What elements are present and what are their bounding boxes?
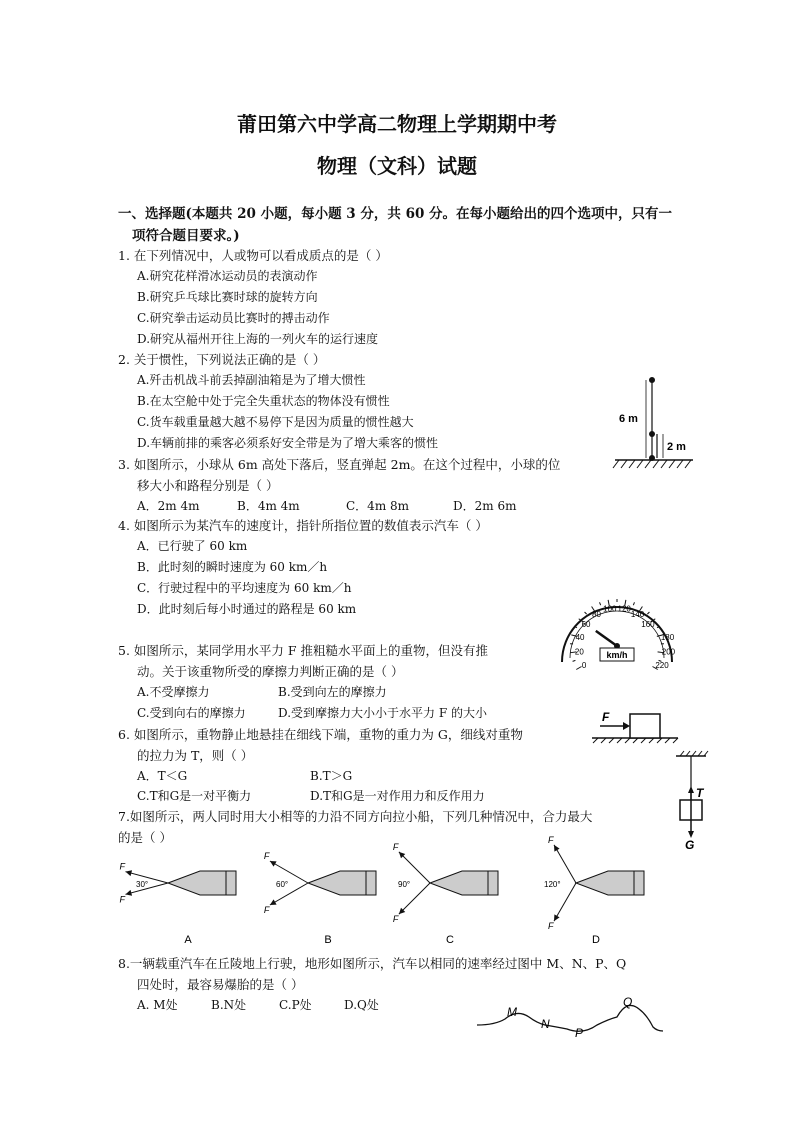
q4-option-a: A．已行驶了 60 km bbox=[137, 539, 248, 553]
panel-label: B bbox=[324, 934, 332, 946]
speedometer-tick bbox=[585, 612, 587, 614]
ball-mid bbox=[649, 431, 655, 437]
question-6-stem: 6. 如图所示，重物静止地悬挂在细线下端，重物的重力为 G，细线对重物 bbox=[118, 727, 523, 742]
page-title: 莆田第六中学高二物理上学期期中考 bbox=[237, 112, 557, 136]
q1-option-a: A.研究花样滑冰运动员的表演动作 bbox=[137, 269, 318, 283]
force-label: F bbox=[392, 841, 399, 852]
q2-option-a: A.歼击机战斗前丢掉副油箱是为了增大惯性 bbox=[137, 373, 366, 387]
page-subtitle: 物理（文科）试题 bbox=[317, 154, 477, 178]
height-2m-label: 2 m bbox=[667, 441, 686, 453]
terrain-label-p: P bbox=[575, 1026, 584, 1040]
section-heading: 一、选择题(本题共 20 小题，每小题 3 分，共 60 分。在每小题给出的四个选项中，只有一 bbox=[118, 206, 673, 222]
height-6m-label: 6 m bbox=[619, 413, 638, 425]
q6-option-c: C.T和G是一对平衡力 bbox=[137, 789, 252, 803]
question-6-stem-cont: 的拉力为 T，则（ ） bbox=[137, 748, 254, 763]
question-7-stem-cont: 的是（ ） bbox=[118, 830, 172, 845]
arrow-head bbox=[125, 870, 132, 876]
q3-option-a: A．2m 4m bbox=[137, 499, 200, 513]
ball-bottom bbox=[649, 455, 655, 461]
speedometer-tick-label: 220 bbox=[655, 661, 669, 670]
q4-option-d: D．此时刻后每小时通过的路程是 60 km bbox=[137, 602, 357, 616]
q2-option-b: B.在太空舱中处于完全失重状态的物体没有惯性 bbox=[137, 394, 390, 408]
question-3-stem-cont: 移大小和路程分别是（ ） bbox=[137, 478, 279, 493]
speedometer-tick-label: 140 bbox=[630, 610, 645, 620]
q5-option-b: B.受到向左的摩擦力 bbox=[278, 685, 387, 699]
speedometer-tick-label: 100 bbox=[603, 604, 617, 614]
q5-option-c: C.受到向右的摩擦力 bbox=[137, 706, 246, 720]
height-bounce-figure bbox=[605, 372, 700, 472]
speedometer-figure bbox=[550, 570, 680, 670]
boat-panel bbox=[393, 842, 498, 946]
speedometer-tick-label: 200 bbox=[661, 647, 676, 657]
heavy-block bbox=[630, 714, 660, 738]
boat-panel bbox=[119, 862, 236, 946]
speedometer-tick bbox=[576, 667, 581, 670]
q1-option-c: C.研究拳击运动员比赛时的搏击动作 bbox=[137, 311, 330, 325]
gravity-g-label: G bbox=[685, 838, 695, 852]
q1-option-b: B.研究乒乓球比赛时球的旋转方向 bbox=[137, 290, 318, 304]
force-label: F bbox=[119, 861, 125, 872]
terrain-label-m: M bbox=[507, 1005, 517, 1019]
speedometer-tick-label: 0 bbox=[581, 661, 587, 670]
speedometer-tick-label: 180 bbox=[660, 633, 675, 643]
q5-option-a: A.不受摩擦力 bbox=[137, 685, 210, 699]
force-label: F bbox=[119, 894, 125, 905]
question-7-stem: 7.如图所示，两人同时用大小相等的力沿不同方向拉小船，下列几种情况中，合力最大 bbox=[118, 809, 593, 824]
speedometer-tick-label: 160 bbox=[641, 619, 655, 629]
boat-panel bbox=[264, 851, 376, 946]
angle-label: 60° bbox=[276, 880, 289, 889]
q5-option-d: D.受到摩擦力大小小于水平力 F 的大小 bbox=[278, 706, 487, 720]
speedometer-tick-label: 60 bbox=[581, 619, 591, 629]
force-f-label: F bbox=[602, 710, 610, 724]
question-8-stem-cont: 四处时，最容易爆胎的是（ ） bbox=[137, 977, 304, 992]
speedometer-tick-label: 20 bbox=[574, 647, 584, 657]
q1-option-d: D.研究从福州开往上海的一列火车的运行速度 bbox=[137, 332, 379, 346]
speedometer-tick bbox=[573, 660, 576, 661]
force-label: F bbox=[548, 834, 554, 845]
q2-option-d: D.车辆前排的乘客必须系好安全带是为了增大乘客的惯性 bbox=[137, 436, 439, 450]
speedometer-tick bbox=[633, 602, 634, 605]
speedometer-tick-label: 80 bbox=[592, 610, 601, 620]
speedometer-unit: km/h bbox=[606, 650, 628, 660]
force-arrow bbox=[399, 852, 430, 883]
force-arrow bbox=[554, 845, 576, 883]
panel-label: A bbox=[184, 934, 192, 946]
boat-panel bbox=[544, 835, 644, 946]
force-label: F bbox=[263, 851, 270, 861]
q3-option-c: C．4m 8m bbox=[346, 499, 410, 513]
question-2-stem: 2. 关于惯性，下列说法正确的是（ ） bbox=[118, 352, 326, 367]
terrain-label-n: N bbox=[541, 1017, 550, 1031]
arrow-head bbox=[125, 890, 132, 896]
q8-option-b: B.N处 bbox=[211, 998, 247, 1012]
speedometer-tick bbox=[600, 602, 601, 605]
q6-option-d: D.T和G是一对作用力和反作用力 bbox=[310, 789, 485, 803]
q3-option-b: B．4m 4m bbox=[237, 499, 300, 513]
q4-option-c: C．行驶过程中的平均速度为 60 km／h bbox=[137, 581, 352, 595]
force-label: F bbox=[548, 921, 554, 932]
speedometer-needle bbox=[596, 631, 617, 646]
question-4-stem: 4. 如图所示为某汽车的速度计，指针所指位置的数值表示汽车（ ） bbox=[118, 518, 488, 533]
speedometer-tick bbox=[647, 612, 649, 614]
q3-option-d: D．2m 6m bbox=[453, 499, 517, 513]
force-label: F bbox=[392, 914, 399, 925]
question-1-stem: 1. 在下列情况中，人或物可以看成质点的是（ ） bbox=[118, 248, 388, 263]
q8-option-c: C.P处 bbox=[279, 998, 312, 1012]
q6-option-b: B.T＞G bbox=[310, 769, 353, 783]
terrain-figure bbox=[475, 995, 665, 1040]
angle-label: 30° bbox=[136, 880, 149, 889]
speedometer-tick-label: 120 bbox=[617, 604, 631, 614]
ball-top bbox=[649, 377, 655, 383]
question-3-stem: 3. 如图所示，小球从 6m 高处下落后，竖直弹起 2m。在这个过程中，小球的位 bbox=[118, 457, 561, 472]
push-block-figure bbox=[590, 700, 680, 744]
q8-option-d: D.Q处 bbox=[344, 998, 379, 1012]
force-label: F bbox=[263, 905, 270, 915]
q2-option-c: C.货车载重量越大越不易停下是因为质量的惯性越大 bbox=[137, 415, 414, 429]
speedometer-tick-label: 40 bbox=[575, 633, 585, 643]
question-8-stem: 8.一辆载重汽车在丘陵地上行驶，地形如图所示，汽车以相同的速率经过图中 M、N、P、Q bbox=[118, 956, 627, 971]
q4-option-b: B．此时刻的瞬时速度为 60 km／h bbox=[137, 560, 328, 574]
tension-t-label: T bbox=[696, 786, 704, 800]
hanging-weight-figure bbox=[672, 750, 712, 850]
panel-label: D bbox=[592, 934, 600, 946]
angle-label: 120° bbox=[544, 880, 561, 889]
terrain-label-q: Q bbox=[623, 995, 633, 1009]
panel-label: C bbox=[446, 934, 454, 946]
q8-option-a: A. M处 bbox=[137, 998, 178, 1012]
question-5-stem: 5. 如图所示，某同学用水平力 F 推粗糙水平面上的重物，但没有推 bbox=[118, 643, 489, 658]
section-heading-cont: 项符合题目要求。) bbox=[132, 228, 240, 244]
q6-option-a: A．T＜G bbox=[137, 769, 188, 783]
angle-label: 90° bbox=[398, 880, 411, 889]
question-5-stem-cont: 动。关于该重物所受的摩擦力判断正确的是（ ） bbox=[137, 664, 404, 679]
